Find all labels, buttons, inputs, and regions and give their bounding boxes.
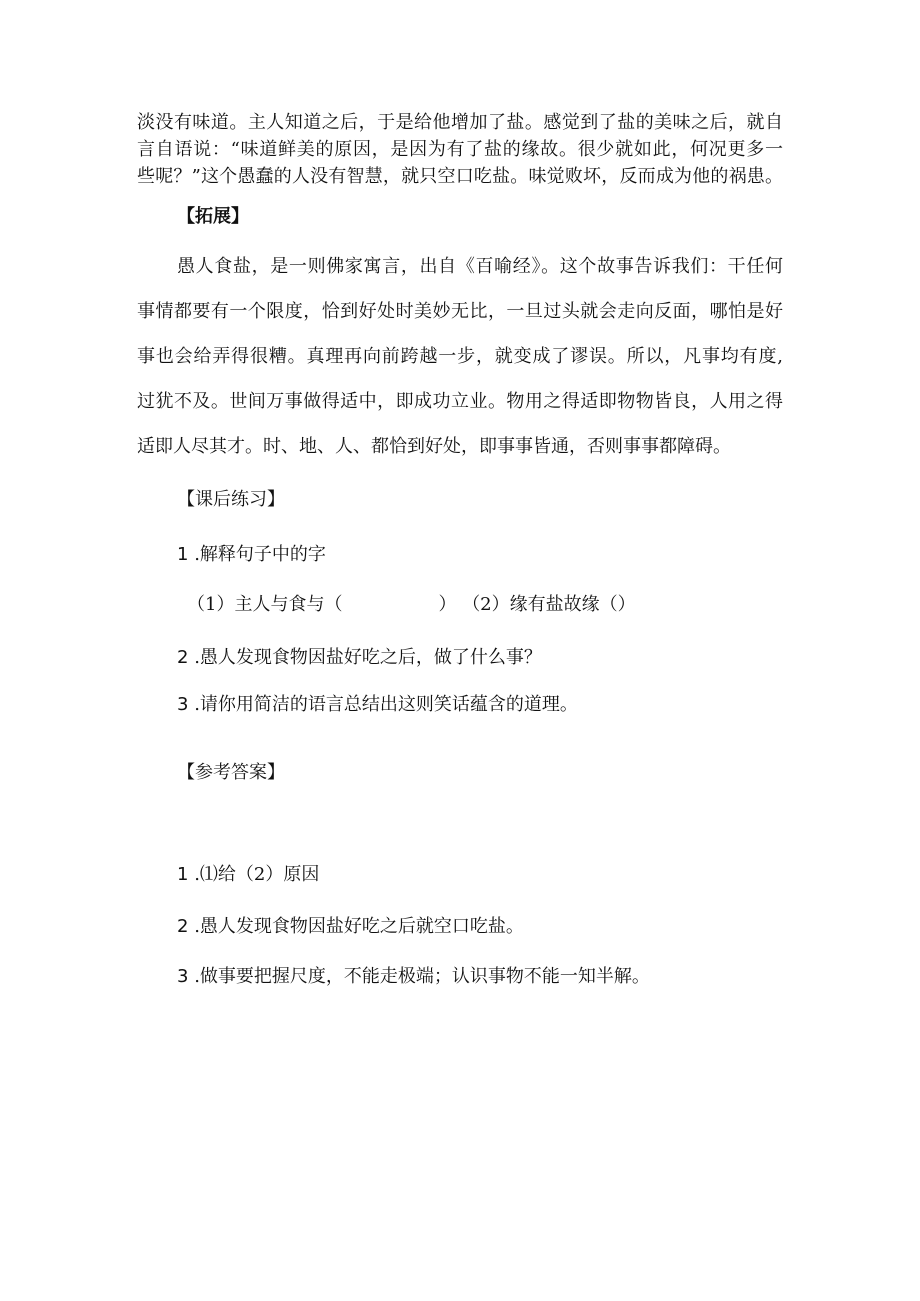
answer-2 (177, 915, 524, 939)
answer-1-text: .⑴给（2）原因 (194, 864, 320, 885)
extension-line-1: 愚人食盐，是一则佛家寓言，出自《百喻经》。这个故事告诉我们：干任何 (177, 256, 783, 277)
extension-line-4: 过犹不及。世间万事做得适中，即成功立业。物用之得适即物物皆良，人用之得 (137, 391, 783, 412)
answer-1 (177, 863, 319, 887)
extension-heading: 【拓展】 (177, 206, 249, 227)
answers-heading: 【参考答案】 (177, 762, 285, 783)
extension-line-2: 事情都要有一个限度，恰到好处时美妙无比，一旦过头就会走向反面，哪怕是好 (137, 301, 783, 322)
question-3-text: .请你用简洁的语言总结出这则笑话蕴含的道理。 (194, 694, 578, 715)
question-1-sub-a: （1）主人与食与（ (187, 594, 343, 615)
story-line-1: 淡没有味道。主人知道之后，于是给他增加了盐。感觉到了盐的美味之后，就自 (137, 112, 783, 133)
question-1-sub-b: （2）缘有盐故缘（） (462, 594, 636, 615)
question-1-number: 1 (177, 544, 189, 565)
answer-2-text: .愚人发现食物因盐好吃之后就空口吃盐。 (194, 916, 524, 937)
question-2-text: .愚人发现食物因盐好吃之后，做了什么事？ (194, 647, 542, 668)
answer-2-number: 2 (177, 916, 189, 937)
question-1-subitems (187, 593, 636, 617)
exercises-heading: 【课后练习】 (177, 489, 285, 510)
answer-1-number: 1 (177, 864, 189, 885)
question-1-sub-a-close: ） (438, 594, 457, 615)
question-3-number: 3 (177, 694, 189, 715)
question-1-text: .解释句子中的字 (194, 544, 326, 565)
story-line-2: 言自语说：“味道鲜美的原因，是因为有了盐的缘故。很少就如此，何况更多一 (137, 139, 783, 160)
answer-3 (177, 965, 650, 989)
answer-3-text: .做事要把握尺度，不能走极端；认识事物不能一知半解。 (194, 966, 650, 987)
question-3 (177, 693, 578, 717)
extension-line-3: 事也会给弄得很糟。真理再向前跨越一步，就变成了谬误。所以，凡事均有度, (137, 346, 783, 367)
question-1 (177, 543, 326, 567)
extension-line-5: 适即人尽其才。时、地、人、都恰到好处，即事事皆通，否则事事都障碍。 (137, 436, 731, 457)
question-2-number: 2 (177, 647, 189, 668)
question-2 (177, 646, 542, 670)
story-line-3: 些呢？”这个愚蠢的人没有智慧，就只空口吃盐。味觉败坏，反而成为他的祸患。 (137, 166, 783, 187)
answer-3-number: 3 (177, 966, 189, 987)
